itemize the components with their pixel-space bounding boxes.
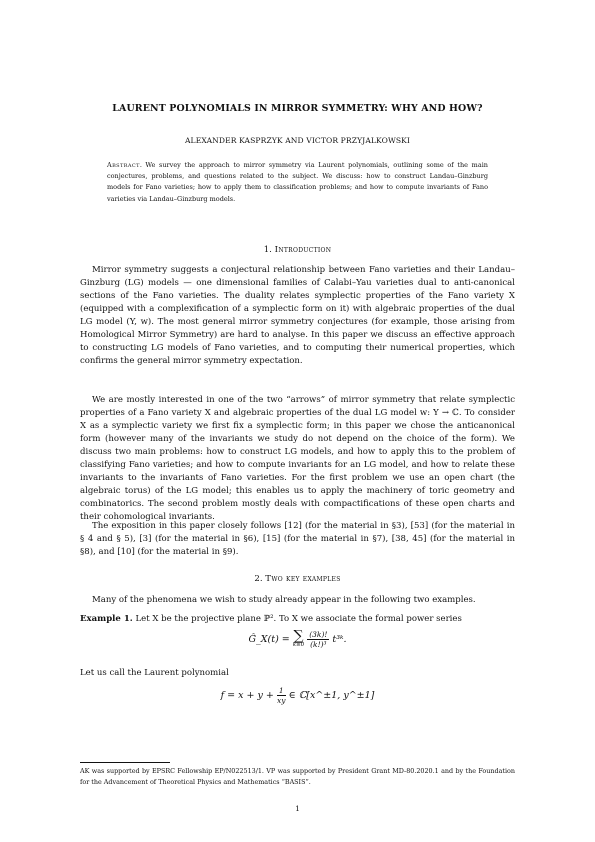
section-title: Introduction xyxy=(274,245,332,255)
fraction-numerator: 1 xyxy=(278,686,284,695)
section-number: 2. xyxy=(254,574,263,584)
sigma-symbol: ∑ xyxy=(293,628,304,644)
section-heading-2 xyxy=(40,574,555,584)
fraction-denominator: xy xyxy=(277,696,286,705)
body-paragraph: The exposition in this paper closely follows [12] (for the material in §3), [53] (for the material in § 4 and § 5), [3] (for the material in §6), [15] (for the material in §7), [38, 45] (for the material in §8), and [10] (for the material in §9). xyxy=(80,521,515,557)
equation-lhs: f = x + y + xyxy=(220,690,274,701)
equation-term: t³ᵏ. xyxy=(332,634,347,645)
body-paragraph: We are mostly interested in one of the two “arrows” of mirror symmetry that relate symplectic properties of a Fano variety X and algebraic properties of the dual LG model w: Y → ℂ. To consider X as a symplectic variety we first fix a symplectic form; in this paper we chose the anticanonical form (however many of the invariants we study do not depend on the choice of the form). We discuss two main problems: how to construct LG models, and how to apply this to the problem of classifying Fano varieties; and how to compute invariants for an LG model, and how to relate these invariants to the invariants of Fano varieties. For the first problem we use an open chart (the algebraic torus) of the LG model; this enables us to apply the machinery of toric geometry and combinatorics. The second problem mostly deals with compactifications of these open charts and their cohomological invariants. xyxy=(80,395,515,522)
abstract-label: Abstract. xyxy=(107,161,143,169)
equation-laurent xyxy=(80,686,515,705)
footnote-rule xyxy=(80,762,170,763)
fraction-numerator: (3k)! xyxy=(309,630,328,639)
example-label: Example 1. xyxy=(80,614,133,624)
body-paragraph: Many of the phenomena we wish to study already appear in the following two examples. xyxy=(92,595,476,605)
abstract xyxy=(107,160,488,205)
section-title: Two key examples xyxy=(265,574,341,584)
equation-rhs: ∈ ℂ[x^±1, y^±1] xyxy=(288,690,375,701)
fraction xyxy=(307,630,329,649)
footnote: AK was supported by EPSRC Fellowship EP/N022513/1. VP was supported by President Grant MD-80.2020.1 and by the Foundation for the Advancement of Theoretical Physics and Mathematics “BASIS”. xyxy=(80,767,515,786)
fraction-denominator: (k!)³ xyxy=(310,640,327,649)
body-paragraph: Let us call the Laurent polynomial xyxy=(80,668,229,678)
summation-index: k≥0 xyxy=(292,642,305,648)
paper-authors: ALEXANDER KASPRZYK AND VICTOR PRZYJALKOWSKI xyxy=(184,136,411,145)
fraction xyxy=(277,686,286,705)
equation-series xyxy=(80,630,515,649)
abstract-text: We survey the approach to mirror symmetry via Laurent polynomials, outlining some of the main conjectures, problems, and questions related to the subject. We discuss: how to construct Landau–Ginzburg models for Fano varieties; how to apply them to classification problems; and how to compute invariants of Fano varieties via Landau–Ginzburg models. xyxy=(107,161,488,203)
equation-lhs: Ĝ_X(t) = xyxy=(248,634,290,645)
example-text: Let X be the projective plane ℙ². To X we associate the formal power series xyxy=(135,614,462,624)
summation xyxy=(293,630,304,649)
body-paragraph: Mirror symmetry suggests a conjectural relationship between Fano varieties and their Landau–Ginzburg (LG) models — one dimensional families of Calabi–Yau varieties dual to anti-canonical sections of the Fano varieties. The duality relates symplectic properties of the Fano variety X (equipped with a complexification of a symplectic form on it) with algebraic properties of the dual LG model (Y, w). The most general mirror symmetry conjectures (for example, those arising from Homological Mirror Symmetry) are hard to analyse. In this paper we discuss an effective approach to constructing LG models of Fano varieties, and to computing their numerical properties, which confirms the general mirror symmetry expectation. xyxy=(80,265,515,366)
page-number: 1 xyxy=(295,804,300,813)
paper-title: LAURENT POLYNOMIALS IN MIRROR SYMMETRY: WHY AND HOW? xyxy=(112,103,483,114)
section-number: 1. xyxy=(263,245,272,255)
example-paragraph xyxy=(80,613,515,626)
section-heading-1 xyxy=(40,245,555,255)
